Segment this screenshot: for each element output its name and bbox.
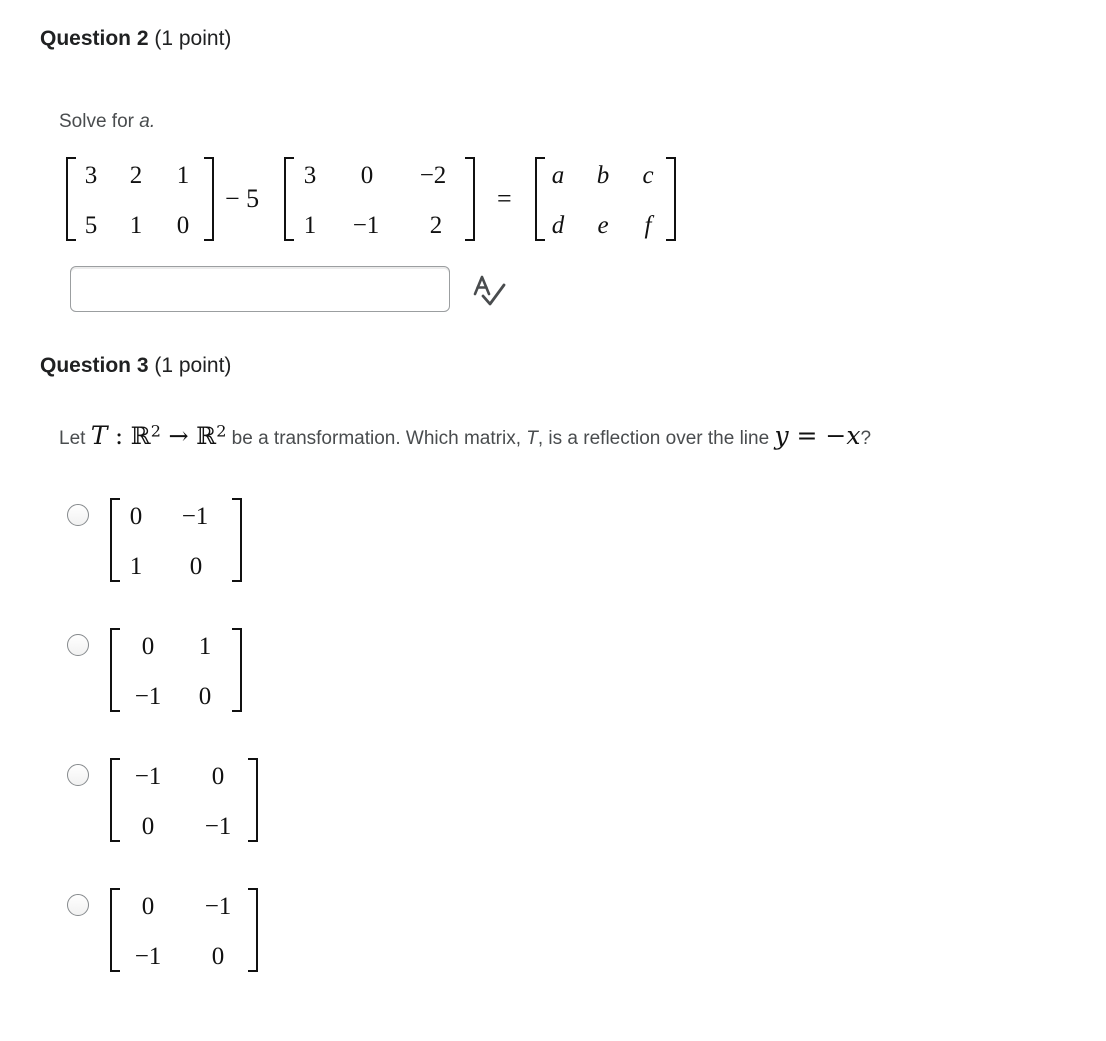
matrix-b-cell: 1	[303, 212, 317, 239]
matrix-result-cell: b	[596, 162, 610, 189]
radio-option-3[interactable]	[67, 764, 89, 786]
answer-option-2[interactable]	[60, 625, 280, 725]
matrix-a-cell: 5	[84, 212, 98, 239]
matrix-b-cell: −1	[352, 212, 380, 239]
option-4-cell: −1	[134, 943, 162, 970]
question-3-prompt-text: be a transformation. Which matrix,	[226, 428, 527, 449]
question-3-points: (1 point)	[148, 354, 232, 377]
question-3-prompt	[59, 421, 871, 450]
question-2-title	[40, 27, 231, 51]
matrix-result-cell: d	[551, 212, 565, 239]
question-3-number: Question 3	[40, 354, 149, 377]
option-4-cell: 0	[211, 943, 225, 970]
matrix-b-cell: −2	[419, 162, 447, 189]
question-2-number: Question 2	[40, 27, 149, 50]
question-3-title	[40, 354, 231, 378]
matrix-a-cell: 0	[176, 212, 190, 239]
radio-option-2[interactable]	[67, 634, 89, 656]
option-4-cell: 0	[141, 893, 155, 920]
option-2-cell: −1	[134, 683, 162, 710]
matrix-result-cell: f	[644, 212, 652, 239]
spellcheck-icon-graphic	[471, 274, 507, 308]
question-3-prompt-T: T	[526, 428, 538, 449]
option-3-cell: −1	[204, 813, 232, 840]
answer-option-1[interactable]	[60, 495, 280, 595]
option-1-cell: −1	[181, 503, 209, 530]
domain-exponent: 2	[150, 421, 161, 441]
matrix-b-cell: 2	[429, 212, 443, 239]
codomain-exponent: 2	[216, 421, 227, 441]
matrix-a-cell: 1	[129, 212, 143, 239]
matrix-a-cell: 3	[84, 162, 98, 189]
answer-option-4[interactable]	[60, 885, 280, 985]
matrix-result-cell: a	[551, 162, 565, 189]
option-3-cell: 0	[141, 813, 155, 840]
question-2-answer-input[interactable]	[70, 266, 450, 312]
minus-scalar: − 5	[225, 184, 260, 213]
answer-option-3[interactable]	[60, 755, 280, 855]
domain-space: : ℝ	[107, 422, 151, 450]
matrix-b-cell: 0	[360, 162, 374, 189]
matrix-b-cell: 3	[303, 162, 317, 189]
question-2-prompt-variable: a.	[139, 111, 156, 132]
matrix-result-cell: c	[642, 162, 654, 189]
question-2-prompt-text: Solve for	[59, 111, 140, 132]
option-4-cell: −1	[204, 893, 232, 920]
option-2-cell: 1	[198, 633, 212, 660]
question-3-prompt-let: Let	[59, 428, 91, 449]
option-1-cell: 0	[189, 553, 203, 580]
question-2-prompt	[59, 111, 155, 133]
option-2-cell: 0	[141, 633, 155, 660]
radio-option-1[interactable]	[67, 504, 89, 526]
question-3-prompt-text-2: , is a reflection over the line	[537, 428, 775, 449]
matrix-a-cell: 2	[129, 162, 143, 189]
option-3-cell: −1	[134, 763, 162, 790]
option-3-cell: 0	[211, 763, 225, 790]
option-1-cell: 0	[129, 503, 143, 530]
transformation-symbol: T	[90, 421, 108, 450]
question-3-prompt-qmark: ?	[860, 428, 872, 449]
equals-sign: =	[497, 184, 512, 213]
line-equation: y = −x	[774, 421, 861, 450]
option-1-cell: 1	[129, 553, 143, 580]
radio-option-4[interactable]	[67, 894, 89, 916]
matrix-result-cell: e	[597, 212, 609, 239]
matrix-a-cell: 1	[176, 162, 190, 189]
spellcheck-icon[interactable]	[471, 274, 507, 308]
question-2-points: (1 point)	[148, 27, 232, 50]
codomain-space: → ℝ	[160, 422, 217, 450]
option-2-cell: 0	[198, 683, 212, 710]
